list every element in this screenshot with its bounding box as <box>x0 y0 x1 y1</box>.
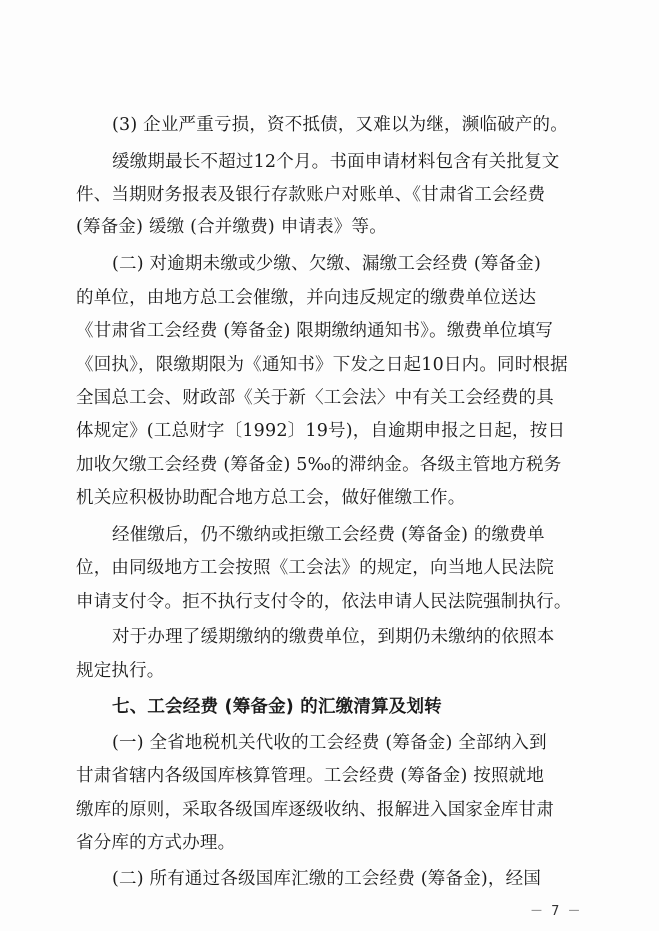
paragraph-line: 缓缴期最长不超过12个月。书面申请材料包含有关批复文 <box>112 152 560 172</box>
paragraph-line: 件、当期财务报表及银行存款账户对账单、《甘肃省工会经费 <box>76 185 546 205</box>
page-number: － 7 － <box>530 904 583 919</box>
paragraph-line: 加收欠缴工会经费 (筹备金) 5‰的滞纳金。各级主管地方税务 <box>76 455 562 475</box>
paragraph-line: (二) 所有通过各级国库汇缴的工会经费 (筹备金)，经国 <box>112 869 542 889</box>
paragraph-line: 对于办理了缓期缴纳的缴费单位，到期仍未缴纳的依照本 <box>112 627 555 647</box>
paragraph-line: 经催缴后，仍不缴纳或拒缴工会经费 (筹备金) 的缴费单 <box>112 525 545 545</box>
section-heading: 七、工会经费 (筹备金) 的汇缴清算及划转 <box>112 697 442 717</box>
paragraph-line: 机关应积极协助配合地方总工会，做好催缴工作。 <box>76 488 466 508</box>
paragraph-line: (3) 企业严重亏损，资不抵债，又难以为继，濒临破产的。 <box>112 115 568 135</box>
paragraph-line: 的单位，由地方总工会催缴，并向违反规定的缴费单位送达 <box>76 288 537 308</box>
paragraph-line: 规定执行。 <box>76 661 165 681</box>
paragraph-line: 体规定》(工总财字〔1992〕19号)，自逾期申报之日起，按日 <box>76 421 566 441</box>
paragraph-line: 省分库的方式办理。 <box>76 833 236 853</box>
paragraph-line: (筹备金) 缓缴 (合并缴费) 申请表》等。 <box>76 217 387 237</box>
paragraph-line: (二) 对逾期未缴或少缴、欠缴、漏缴工会经费 (筹备金) <box>112 254 542 274</box>
paragraph-line: 甘肃省辖内各级国库核算管理。工会经费 (筹备金) 按照就地 <box>76 766 545 786</box>
paragraph-line: 《甘肃省工会经费 (筹备金) 限期缴纳通知书》。缴费单位填写 <box>76 321 554 341</box>
paragraph-line: (一) 全省地税机关代收的工会经费 (筹备金) 全部纳入到 <box>112 733 547 753</box>
paragraph-line: 《回执》，限缴期限为《通知书》下发之日起10日内。同时根据 <box>76 355 568 375</box>
paragraph-line: 缴库的原则，采取各级国库逐级收纳、报解进入国家金库甘肃 <box>76 800 554 820</box>
paragraph-line: 位，由同级地方工会按照《工会法》的规定，向当地人民法院 <box>76 558 554 578</box>
paragraph-line: 申请支付令。拒不执行支付令的，依法申请人民法院强制执行。 <box>76 592 572 612</box>
paragraph-line: 全国总工会、财政部《关于新〈工会法〉中有关工会经费的具 <box>76 388 554 408</box>
